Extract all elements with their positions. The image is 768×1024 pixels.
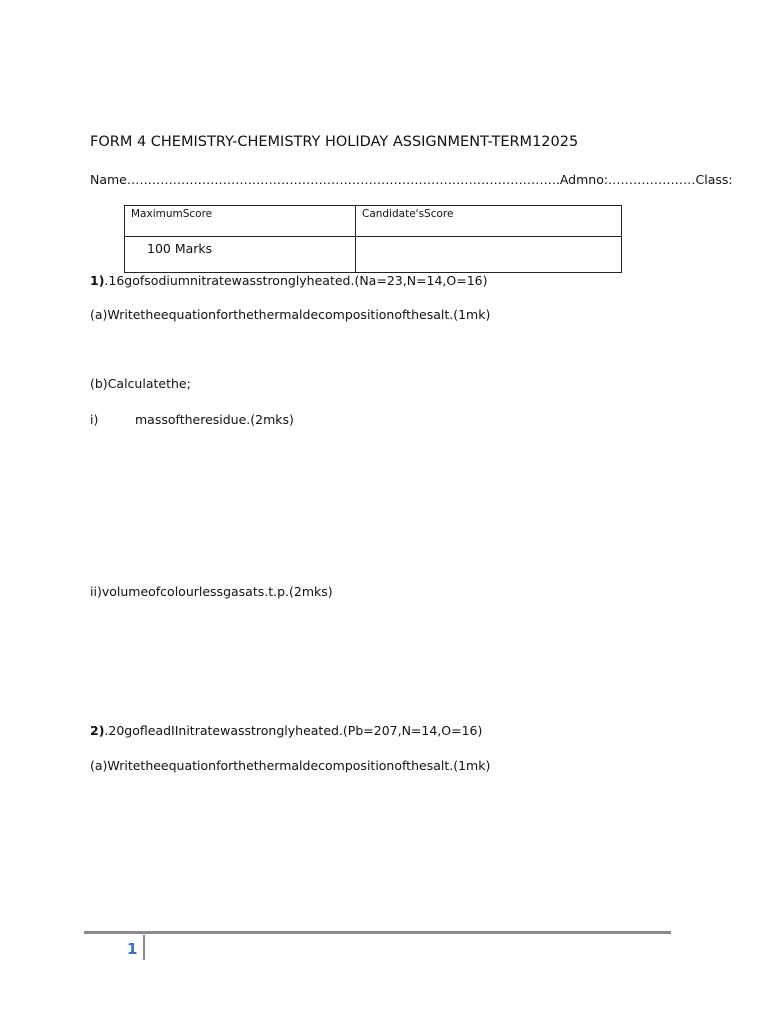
question-1-text: .16gofsodiumnitratewasstronglyheated.(Na=23,N=14,O=16) bbox=[104, 273, 488, 288]
question-1-number: 1) bbox=[90, 273, 105, 288]
score-table bbox=[124, 205, 622, 273]
question-1a: (a)Writetheequationforthethermaldecompositionofthesalt.(1mk) bbox=[90, 307, 491, 322]
question-2a: (a)Writetheequationforthethermaldecompositionofthesalt.(1mk) bbox=[90, 758, 491, 773]
question-1 bbox=[90, 273, 488, 288]
question-1b: (b)Calculatethe; bbox=[90, 376, 191, 391]
score-table-value-row bbox=[125, 237, 622, 273]
footer-rule bbox=[84, 931, 671, 934]
question-2-number: 2) bbox=[90, 723, 105, 738]
document-title: FORM 4 CHEMISTRY-CHEMISTRY HOLIDAY ASSIGNMENT-TERM12025 bbox=[90, 134, 579, 150]
candidate-score-value bbox=[356, 237, 622, 273]
score-table-header-row bbox=[125, 206, 622, 237]
page-number-divider bbox=[143, 935, 145, 960]
question-1b-i: massoftheresidue.(2mks) bbox=[135, 412, 294, 427]
question-1b-i-label: i) bbox=[90, 412, 99, 427]
page-number: 1 bbox=[127, 940, 138, 958]
student-details-line: Name…………………………………………………………………………………………..Admno:…………………Class: bbox=[90, 172, 733, 187]
question-2-text: .20gofleadIInitratewasstronglyheated.(Pb=207,N=14,O=16) bbox=[104, 723, 483, 738]
candidate-score-header: Candidate'sScore bbox=[356, 206, 622, 237]
max-score-header: MaximumScore bbox=[125, 206, 356, 237]
question-1b-ii: ii)volumeofcolourlessgasats.t.p.(2mks) bbox=[90, 584, 333, 599]
max-score-text: 100 Marks bbox=[147, 241, 213, 256]
max-score-value bbox=[125, 237, 356, 273]
question-2 bbox=[90, 723, 482, 738]
